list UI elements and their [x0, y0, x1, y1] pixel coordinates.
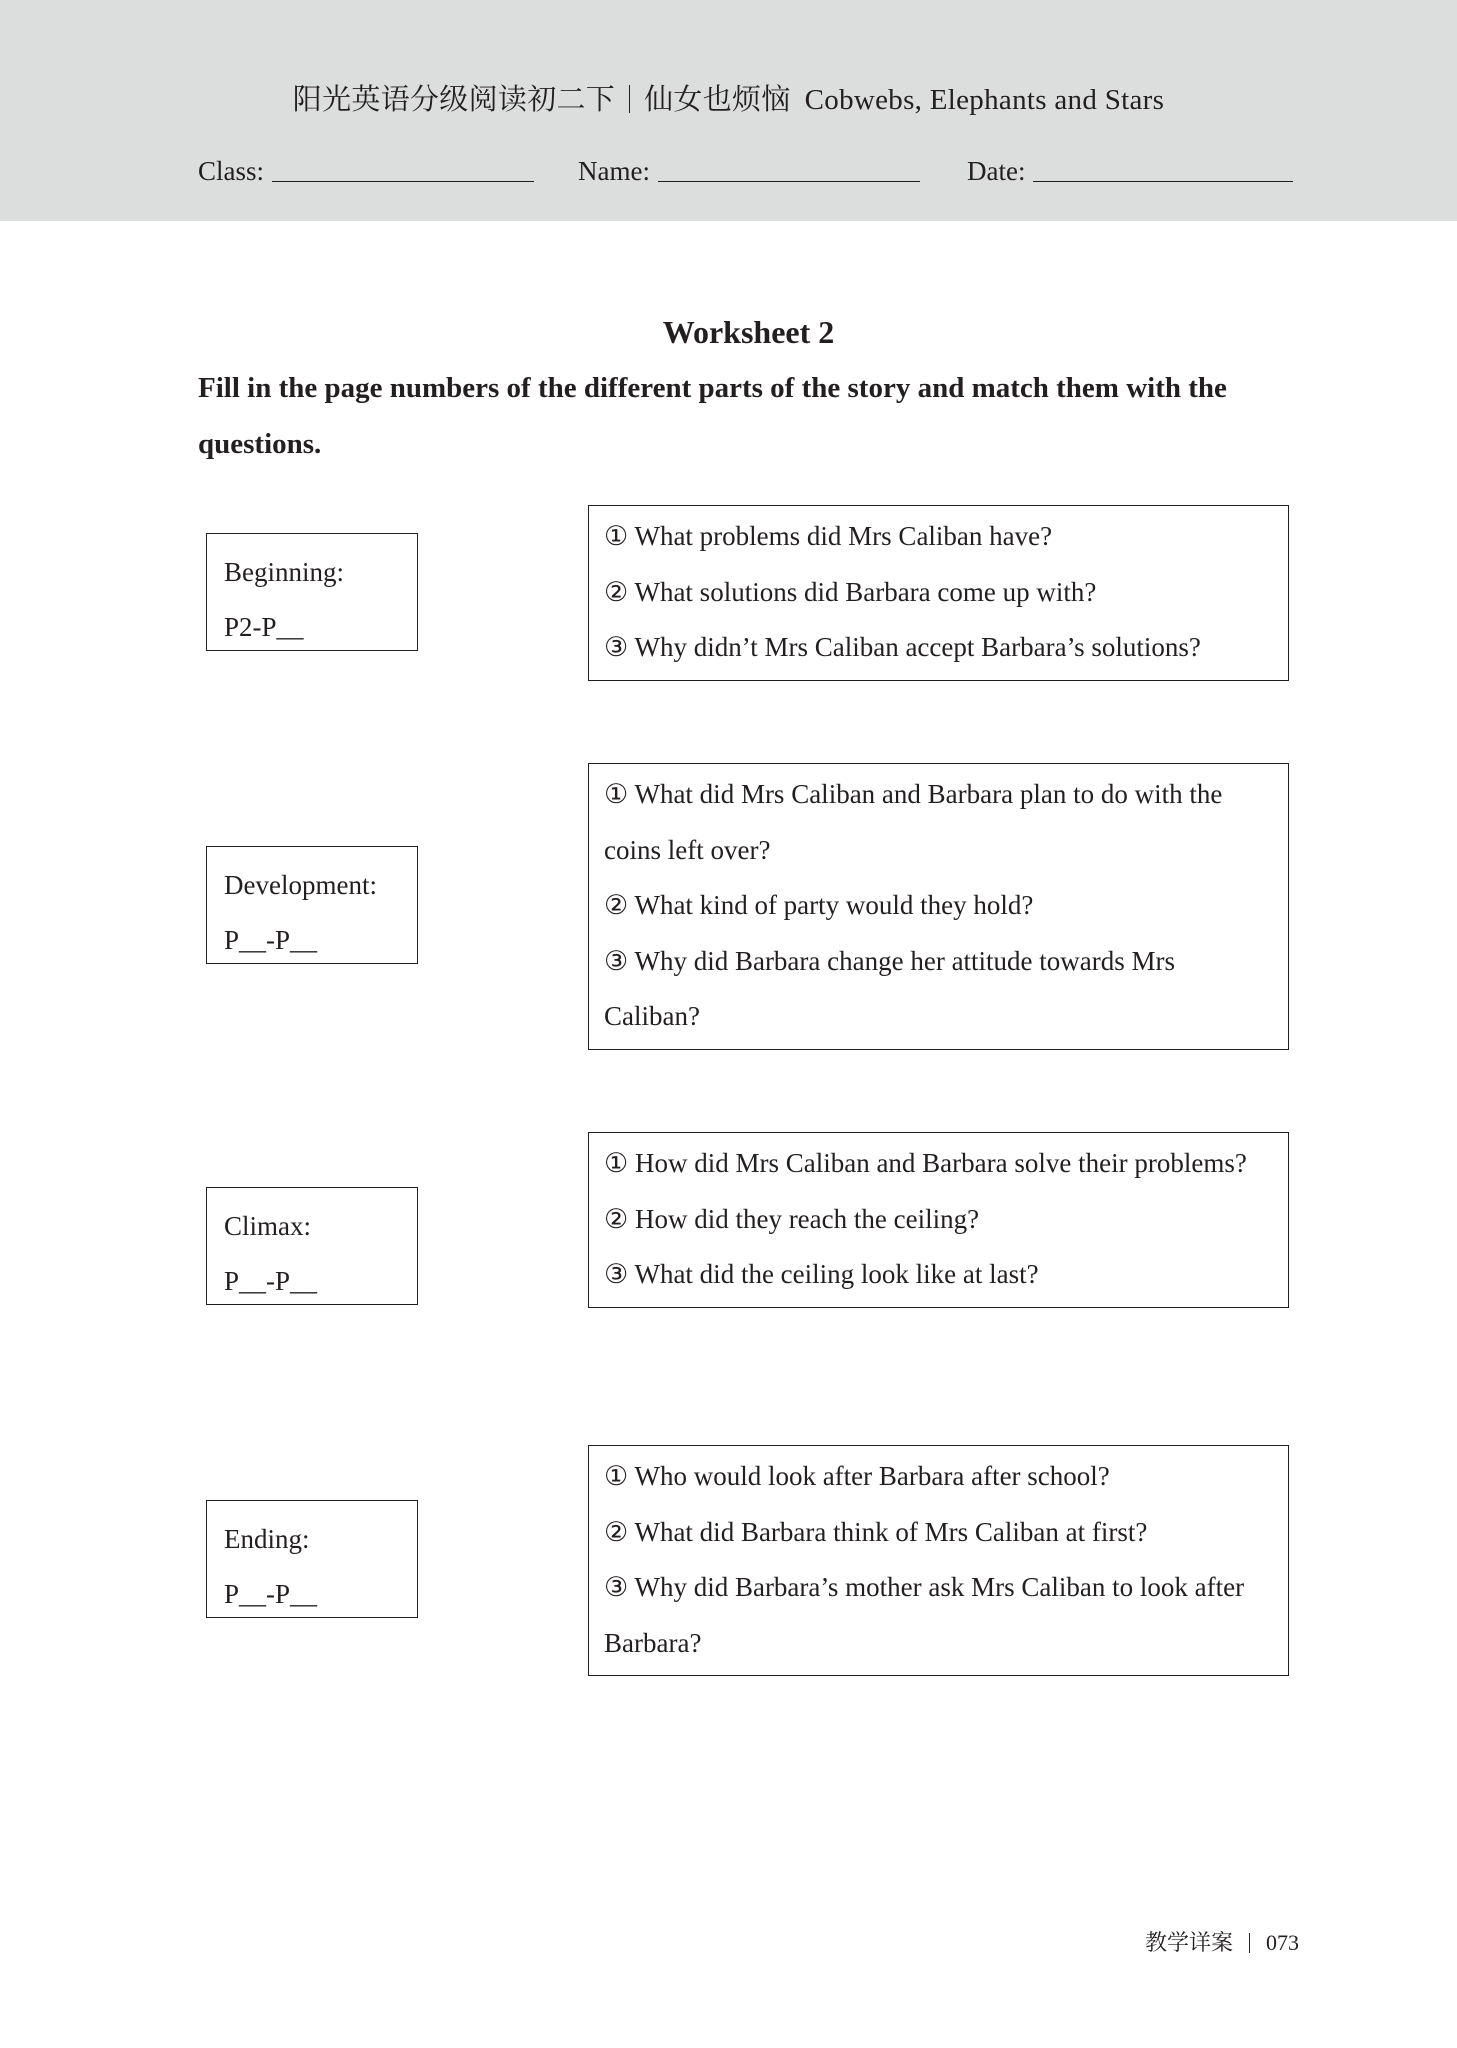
question-box-4 [588, 1445, 1289, 1676]
page-header [0, 0, 1457, 221]
question-item: ③ Why didn’t Mrs Caliban accept Barbara’s solutions? [604, 632, 1201, 662]
question-item: ① What problems did Mrs Caliban have? [604, 521, 1053, 551]
part-label: Development: [224, 870, 377, 900]
book-subtitle-cn: 仙女也烦恼 [644, 84, 791, 116]
part-box-ending [206, 1500, 418, 1618]
name-field [578, 153, 920, 189]
question-box-1 [588, 505, 1289, 681]
question-item: ① How did Mrs Caliban and Barbara solve their problems? [604, 1148, 1247, 1178]
footer-divider [1249, 1933, 1250, 1953]
date-field [967, 153, 1293, 189]
book-title-cn: 阳光英语分级阅读初二下 [292, 84, 616, 116]
question-item: ③ What did the ceiling look like at last? [604, 1259, 1039, 1289]
part-box-beginning [206, 533, 418, 651]
question-item: ③ Why did Barbara’s mother ask Mrs Caliban to look after Barbara? [604, 1572, 1245, 1658]
question-item: ② What kind of party would they hold? [604, 890, 1034, 920]
page-footer [1145, 1923, 1299, 1963]
part-label: Ending: [224, 1524, 310, 1554]
question-item: ② How did they reach the ceiling? [604, 1203, 980, 1234]
question-box-2 [588, 763, 1289, 1050]
part-pages[interactable]: P__-P__ [224, 1579, 318, 1609]
part-pages[interactable]: P__-P__ [224, 925, 318, 955]
name-label: Name: [578, 156, 650, 186]
question-item: ② What did Barbara think of Mrs Caliban at first? [604, 1516, 1148, 1547]
title-divider [629, 85, 630, 113]
part-pages[interactable]: P2-P__ [224, 612, 304, 642]
part-box-development [206, 846, 418, 964]
page-number: 073 [1266, 1930, 1299, 1955]
question-item: ① Who would look after Barbara after school? [604, 1461, 1110, 1491]
footer-section: 教学详案 [1144, 1930, 1233, 1955]
part-label: Climax: [224, 1211, 311, 1241]
part-box-climax [206, 1187, 418, 1305]
worksheet-instruction: Fill in the page numbers of the different parts of the story and match them with the questions. [198, 372, 1227, 460]
name-blank[interactable] [658, 157, 920, 182]
date-blank[interactable] [1033, 157, 1293, 182]
class-blank[interactable] [272, 157, 534, 182]
book-title-en: Cobwebs, Elephants and Stars [804, 84, 1165, 116]
worksheet-title: Worksheet 2 [662, 314, 835, 350]
part-label: Beginning: [224, 557, 344, 587]
question-item: ② What solutions did Barbara come up with? [604, 576, 1097, 607]
class-label: Class: [198, 156, 265, 186]
part-pages[interactable]: P__-P__ [224, 1266, 318, 1296]
class-field [198, 153, 534, 189]
book-title [0, 80, 1457, 120]
question-box-3 [588, 1132, 1289, 1308]
question-item: ③ Why did Barbara change her attitude towards Mrs Caliban? [604, 945, 1176, 1031]
question-item: ① What did Mrs Caliban and Barbara plan to do with the coins left over? [604, 779, 1223, 865]
date-label: Date: [967, 156, 1026, 186]
